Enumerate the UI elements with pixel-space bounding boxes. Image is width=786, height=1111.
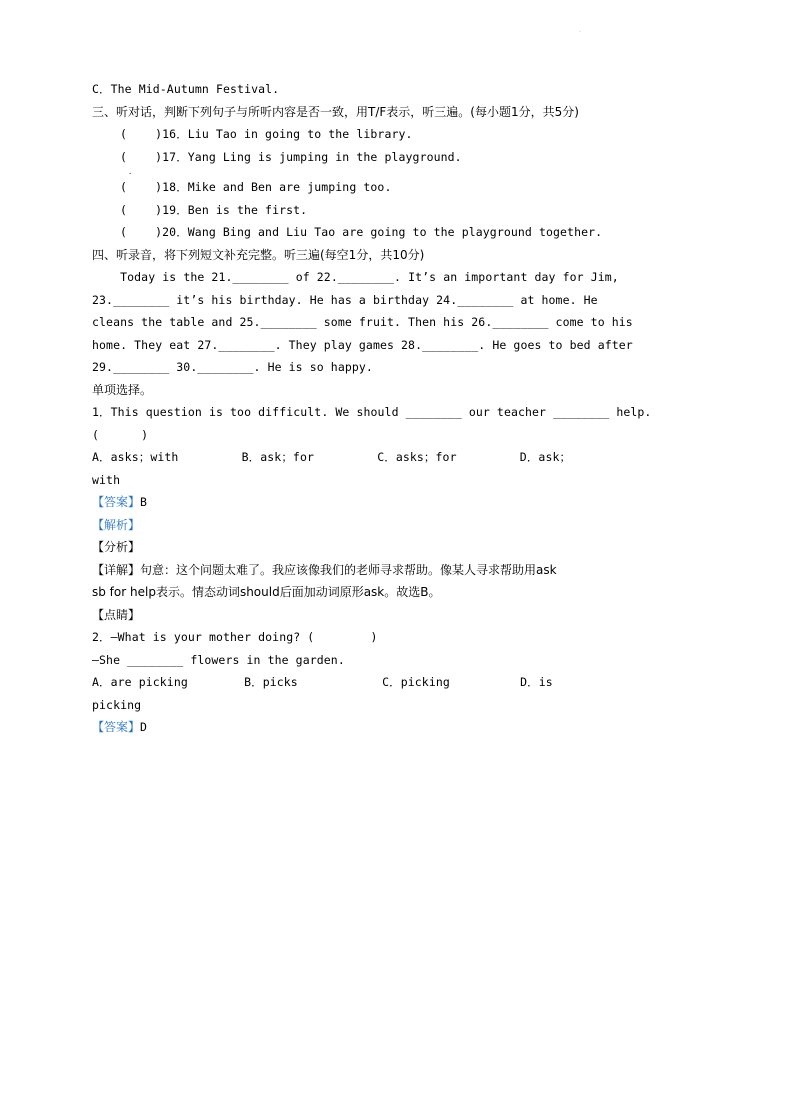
cloze-line-1: Today is the 21.________ of 22.________. It’s an important day for Jim,	[92, 270, 619, 284]
multiple-choice-heading: 单项选择。	[92, 382, 153, 397]
mc-question-1-detail-line-2: sb for help表示。情态动词should后面加动词原形ask。故选B。	[92, 585, 441, 599]
section-3-heading: 三、听对话，判断下列句子与所听内容是否一致，用T/F表示，听三遍。(每小题1分，共5分)	[92, 104, 579, 119]
mc-question-1-stem: 1．This question is too difficult. We should ________ our teacher ________ help.	[92, 405, 652, 419]
listening-question-19: ( )19．Ben is the first.	[120, 202, 308, 217]
choice-c-line: C．The Mid-Autumn Festival.	[92, 82, 280, 96]
mc-question-1-options-wrap: with	[92, 472, 121, 487]
mc-question-1-highlight-label: 【点睛】	[92, 607, 141, 622]
cloze-line-3: cleans the table and 25.________ some fruit. Then his 26.________ come to his	[92, 315, 633, 329]
cloze-line-2: 23.________ it’s his birthday. He has a birthday 24.________ at home. He	[92, 292, 598, 307]
mc-question-1-options: A．asks；with B．ask；for C．asks；for D．ask；	[92, 450, 572, 464]
listening-question-16: ( )16．Liu Tao in going to the library.	[120, 127, 413, 141]
listening-question-20: ( )20．Wang Bing and Liu Tao are going to the playground together.	[120, 225, 603, 239]
mc-question-2-options: A．are picking B．picks C．picking D．is	[92, 675, 553, 689]
mc-question-1-answer-bracket: ( )	[92, 427, 149, 442]
cloze-line-4: home. They eat 27.________. They play games 28.________. He goes to bed after	[92, 337, 633, 352]
mc-question-1-analysis-label: 【分析】	[92, 540, 141, 554]
mc-question-2-options-wrap: picking	[92, 697, 142, 712]
section-4-heading: 四、听录音，将下列短文补充完整。听三遍(每空1分，共10分)	[92, 247, 425, 262]
answer-label: 【答案】	[92, 495, 141, 509]
answer-value: D	[140, 720, 147, 734]
cloze-line-5: 29.________ 30.________. He is so happy.	[92, 360, 373, 374]
mc-question-2-answer	[92, 716, 694, 739]
corner-mark: ·	[578, 28, 584, 36]
mc-question-2-reply: —She ________ flowers in the garden.	[92, 652, 345, 667]
mc-question-1-answer	[92, 491, 694, 514]
answer-value: B	[140, 495, 147, 509]
mc-question-1-detail-line-1: 【详解】句意：这个问题太难了。我应该像我们的老师寻求帮助。像某人寻求帮助用ask	[92, 562, 557, 577]
mc-question-2-stem: 2．—What is your mother doing? ( )	[92, 630, 378, 644]
listening-question-18: ( )18．Mike and Ben are jumping too.	[120, 180, 392, 194]
mc-question-1-explain-label: 【解析】	[92, 517, 141, 532]
answer-label: 【答案】	[92, 720, 141, 734]
listening-question-17: ( )17．Yang Ling is jumping in the playground.	[120, 149, 462, 164]
question-17-subscript: .	[128, 168, 133, 176]
